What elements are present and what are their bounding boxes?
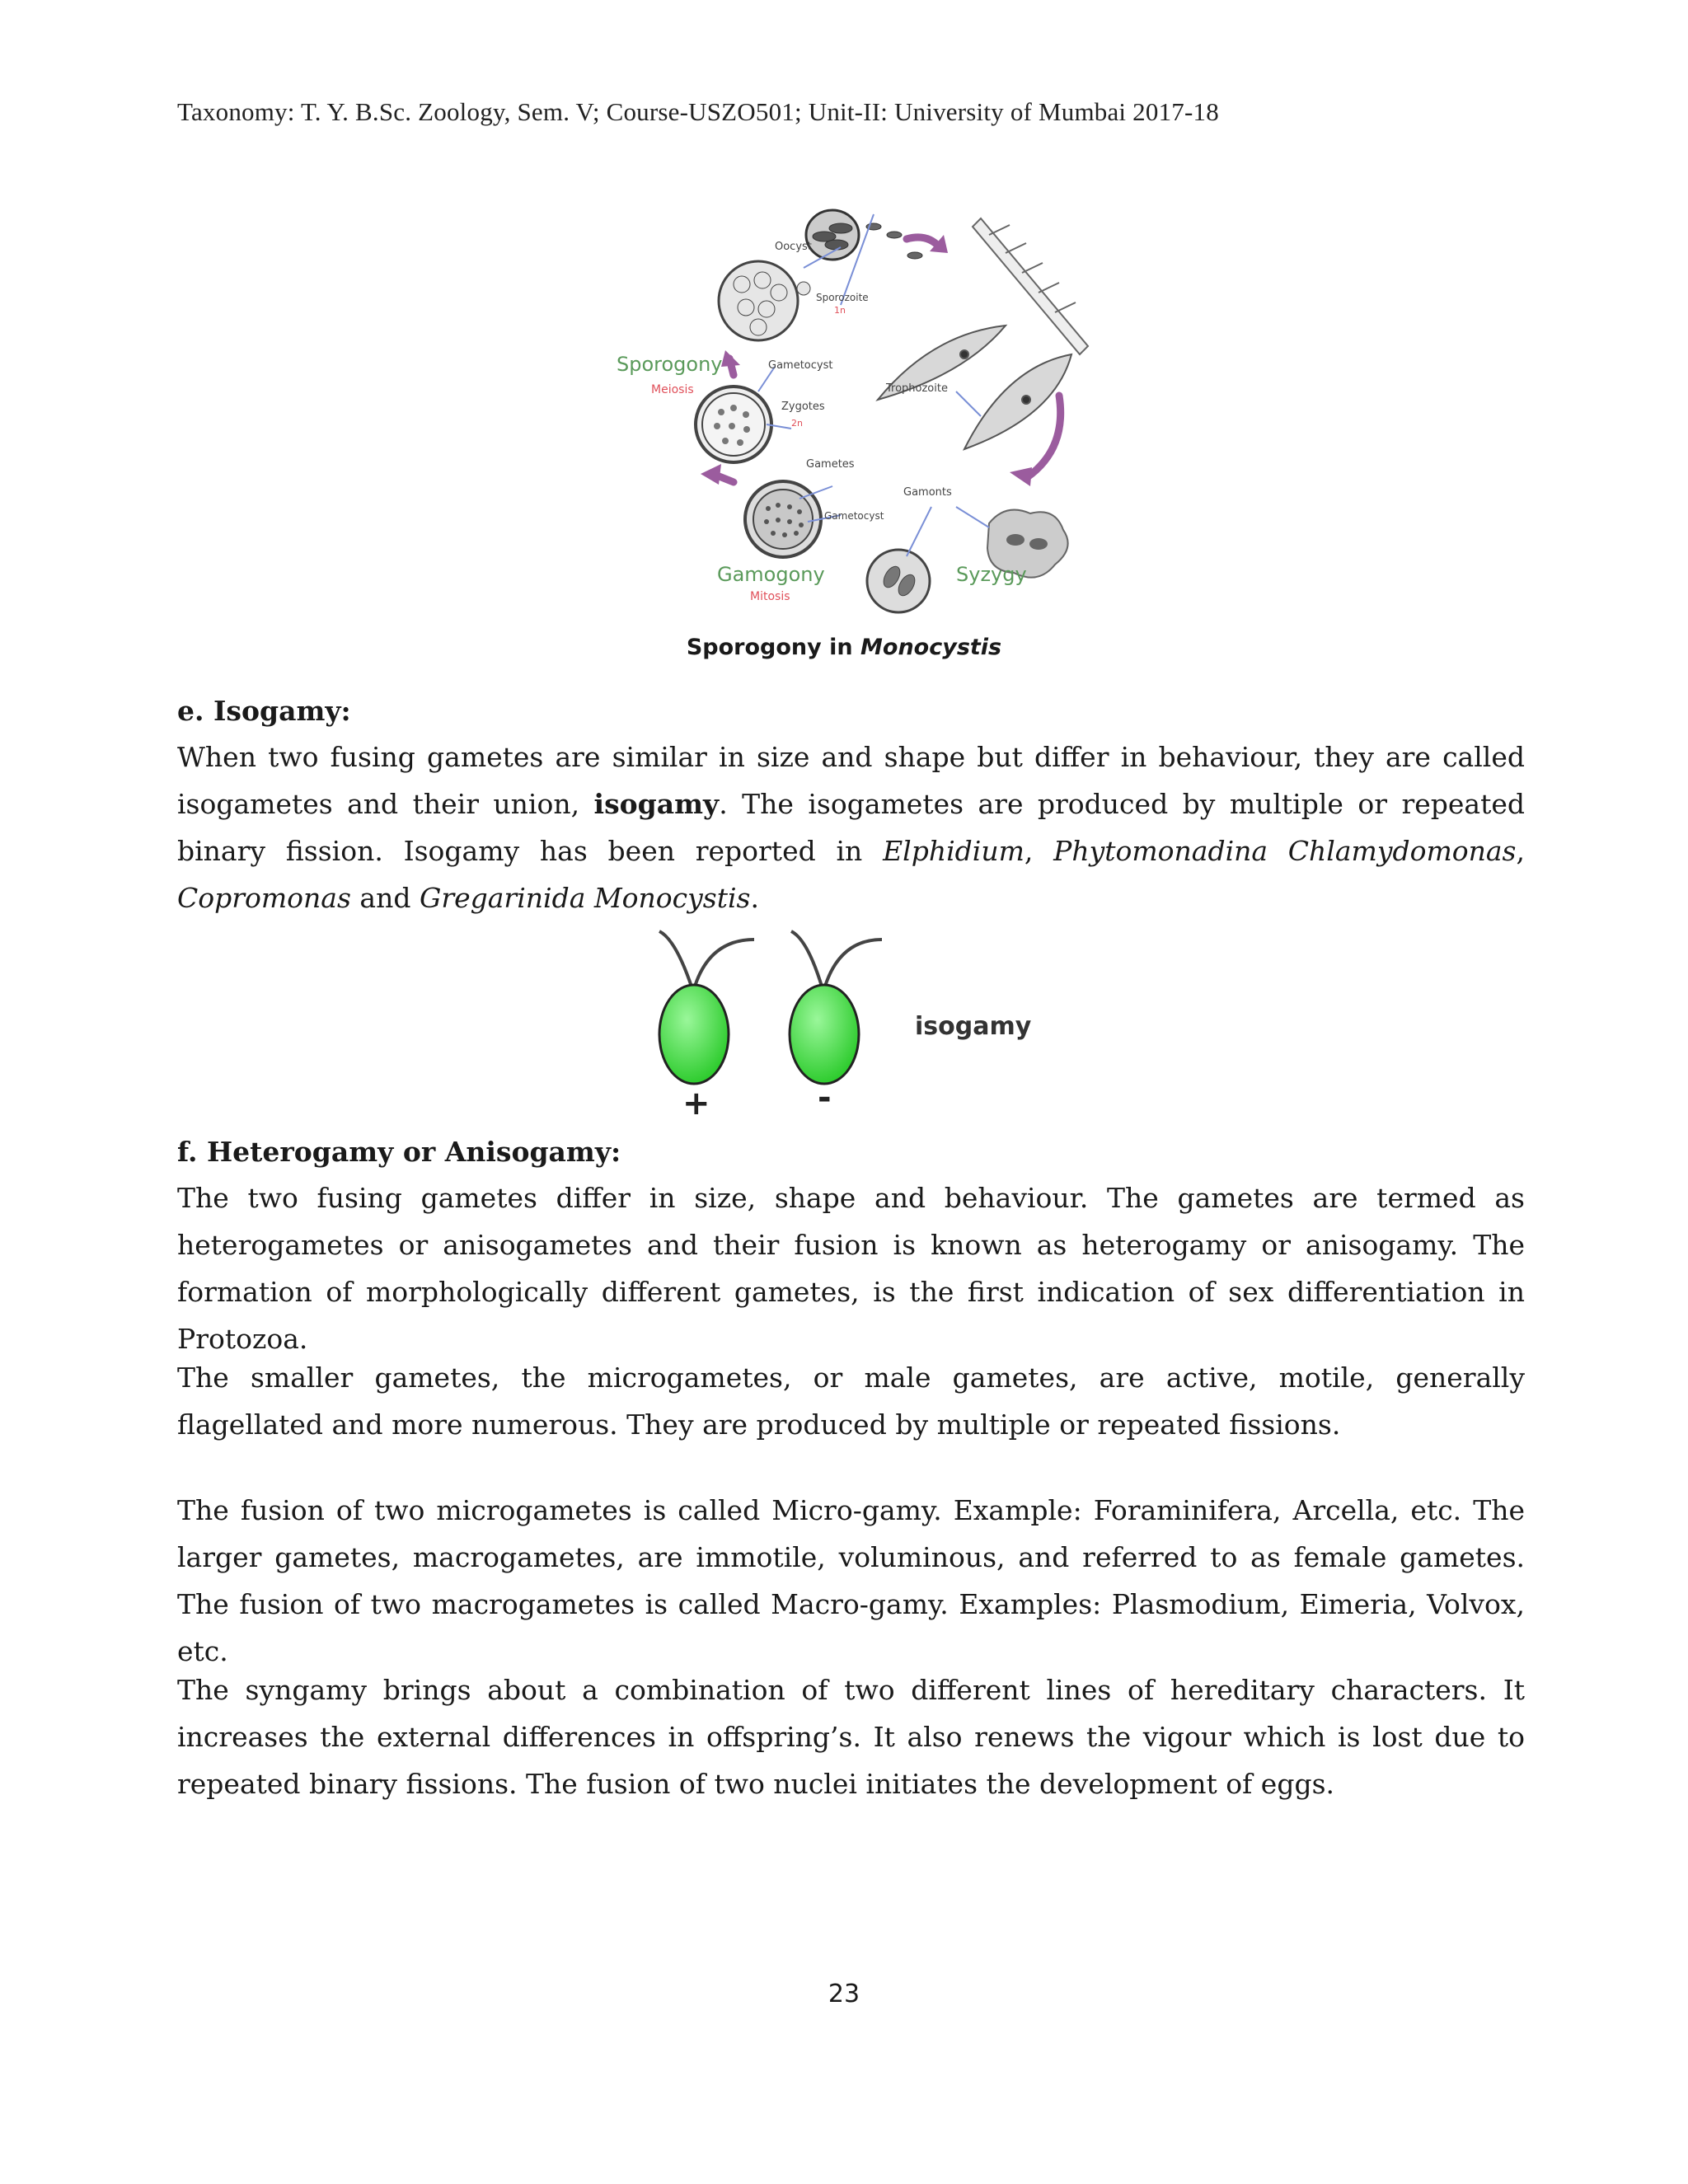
- label-zygotes: Zygotes: [781, 401, 825, 413]
- page-number: 23: [828, 1980, 860, 2008]
- sporocyst-drawing: [719, 261, 810, 340]
- heterogamy-paragraph-2: The smaller gametes, the microgametes, or male gametes, are active, motile, generally flagellated and more numerous. They are produced by multiple or repeated fissions.: [177, 1361, 1525, 1441]
- sep-end: .: [750, 882, 759, 914]
- label-sporozoite: Sporozoite: [816, 292, 869, 303]
- heading-isogamy: e. Isogamy:: [177, 695, 351, 727]
- label-trophozoite: Trophozoite: [886, 382, 948, 395]
- monocystis-life-cycle-figure: [593, 202, 1109, 630]
- label-gamogony: Gamogony: [717, 563, 825, 586]
- label-sporogony: Sporogony: [617, 353, 723, 376]
- label-syzygy: Syzygy: [956, 563, 1027, 586]
- label-zygotes-ploidy: 2n: [791, 418, 803, 429]
- arrowhead-left-upper: [721, 350, 740, 367]
- caption-genus: Monocystis: [860, 635, 1002, 660]
- label-oocyst: Oocyst: [775, 241, 812, 253]
- heterogamy-paragraph-4: The syngamy brings about a combination of two different lines of hereditary characters. It increases the external differences in offspring’s. It also renews the vigour which is lost due to repeated binary fissions. The fusion of two nuclei initiates the development of eggs.: [177, 1674, 1525, 1800]
- isogamy-term: isogamy: [593, 788, 720, 820]
- sep-1: ,: [1024, 835, 1054, 867]
- heterogamy-paragraph-1: The two fusing gametes differ in size, shape and behaviour. The gametes are termed as heterogametes or anisogametes and their fusion is known as heterogamy or anisogamy. The formation of morphologically different gametes, is the first indication of sex differentiation in Protozoa.: [177, 1182, 1525, 1355]
- label-gametocyst-top: Gametocyst: [768, 359, 833, 372]
- heading-heterogamy: f. Heterogamy or Anisogamy:: [177, 1136, 621, 1168]
- gamete-minus: [790, 931, 882, 1117]
- genus-copromonas: Copromonas: [177, 882, 351, 914]
- running-header: Taxonomy: T. Y. B.Sc. Zoology, Sem. V; Course-USZO501; Unit-II: University of Mumbai 2017-18: [177, 97, 1219, 126]
- isogamy-text-a: When two fusing gametes are similar in size and shape but differ in behaviour, they are called isogametes and their union,: [177, 741, 1525, 820]
- label-gamonts: Gamonts: [903, 486, 952, 499]
- heterogamy-paragraph-3: The fusion of two microgametes is called Micro-gamy. Example: Foraminifera, Arcella, etc. The larger gametes, macrogametes, are immotile, voluminous, and referred to as female gametes. The fusion of two macrogametes is called Macro-gamy. Examples: Plasmodium, Eimeria, Volvox, etc.: [177, 1494, 1525, 1667]
- genus-monocystis: Gregarinida Monocystis: [419, 882, 751, 914]
- zygote-cyst-drawing: [696, 387, 771, 462]
- isogamy-paragraph: [177, 733, 1525, 921]
- label-meiosis: Meiosis: [651, 383, 694, 396]
- gamete-plus: [659, 931, 754, 1122]
- isogamy-text-b: . The isogametes are produced by multiple or repeated binary fission. Isogamy has been reported in: [177, 788, 1525, 867]
- oocyst-drawing: [806, 210, 922, 260]
- isogamy-label: isogamy: [915, 1012, 1032, 1041]
- plus-sign: +: [682, 1085, 710, 1122]
- sep-3: and: [350, 882, 420, 914]
- genus-chlamydomonas: Phytomonadina Chlamydomonas: [1053, 835, 1517, 867]
- gametocyst-drawing: [745, 481, 821, 557]
- label-mitosis: Mitosis: [750, 590, 790, 603]
- figure1-caption: [0, 635, 1688, 660]
- label-sporozoite-ploidy: 1n: [834, 305, 846, 316]
- caption-prefix: Sporogony in: [686, 635, 861, 660]
- label-gametes: Gametes: [806, 458, 855, 471]
- gamonts-cyst-drawing: [867, 550, 930, 612]
- isogamy-figure: [643, 923, 1039, 1129]
- label-gametocyst-bottom: Gametocyst: [824, 510, 884, 522]
- arrowhead-left-lower: [701, 464, 721, 485]
- minus-sign: -: [818, 1079, 832, 1117]
- genus-elphidium: Elphidium: [883, 835, 1025, 867]
- sep-2: ,: [1516, 835, 1525, 867]
- arrowhead-right: [1010, 467, 1032, 486]
